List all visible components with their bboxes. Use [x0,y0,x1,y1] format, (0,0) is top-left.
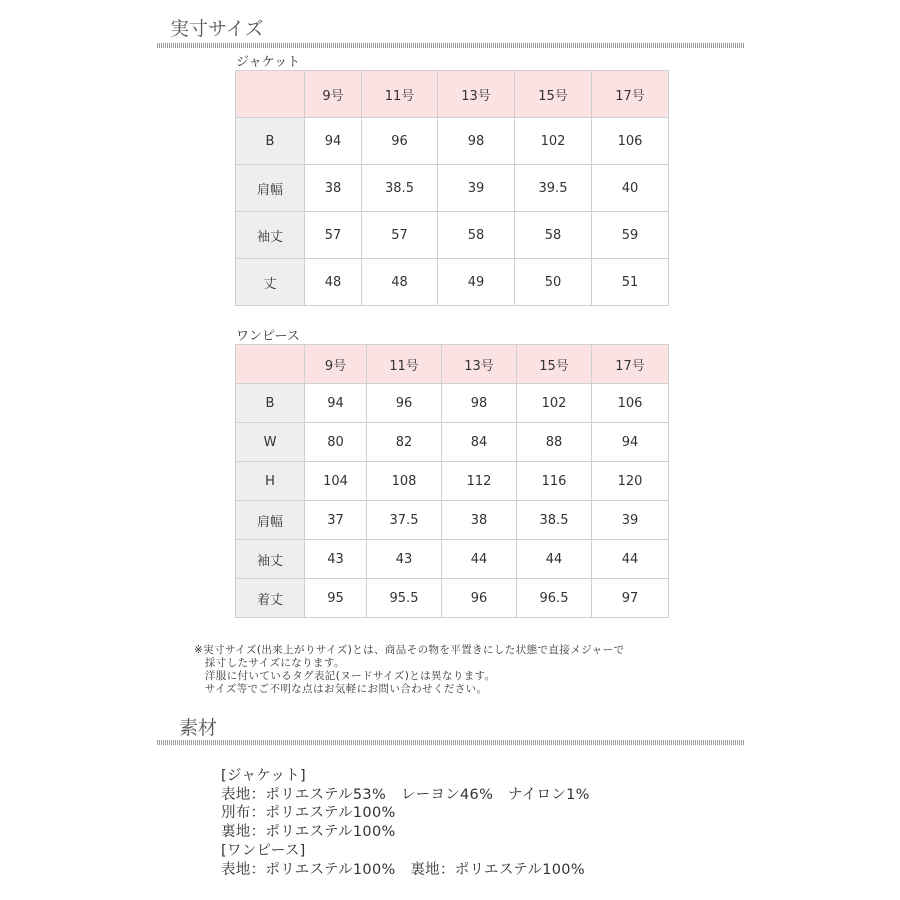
size-column-header: 15号 [517,345,592,384]
measurement-value: 38.5 [517,501,592,540]
table-row [236,212,669,259]
size-column-header: 13号 [442,345,517,384]
measurement-value: 94 [592,423,669,462]
measurement-value: 95.5 [367,579,442,618]
table-row [236,165,669,212]
size-note [194,644,625,696]
measurement-value: 104 [305,462,367,501]
measurement-value: 96 [362,118,438,165]
note-line: サイズ等でご不明な点はお気軽にお問い合わせください。 [194,683,488,695]
measurement-value: 57 [362,212,438,259]
measurement-value: 44 [592,540,669,579]
material-line: 表地：ポリエステル100% 裏地：ポリエステル100% [221,861,585,878]
table-row [236,259,669,306]
measurement-value: 37 [305,501,367,540]
size-column-header: 13号 [438,71,515,118]
table-row [236,384,669,423]
measurement-label: 肩幅 [236,501,305,540]
header-row [236,71,669,118]
measurement-label: W [236,423,305,462]
table-row [236,423,669,462]
material-section-title: 素材 [179,717,218,739]
measurement-value: 40 [592,165,669,212]
measurement-value: 94 [305,384,367,423]
measurement-value: 82 [367,423,442,462]
measurement-label: H [236,462,305,501]
table-row [236,501,669,540]
measurement-value: 95 [305,579,367,618]
measurement-value: 59 [592,212,669,259]
onepiece-caption: ワンピース [236,329,300,344]
measurement-value: 37.5 [367,501,442,540]
size-column-header: 17号 [592,71,669,118]
measurement-label: 袖丈 [236,212,305,259]
onepiece-size-table [235,344,669,618]
measurement-value: 102 [515,118,592,165]
measurement-value: 58 [515,212,592,259]
measurement-value: 112 [442,462,517,501]
size-column-header: 11号 [362,71,438,118]
table-row [236,579,669,618]
measurement-value: 98 [442,384,517,423]
measurement-value: 88 [517,423,592,462]
size-column-header: 11号 [367,345,442,384]
measurement-value: 43 [305,540,367,579]
measurement-value: 39 [592,501,669,540]
measurement-value: 49 [438,259,515,306]
material-line: 表地：ポリエステル53% レーヨン46% ナイロン1% [221,786,590,803]
jacket-size-table [235,70,669,306]
measurement-label: 袖丈 [236,540,305,579]
table-row [236,462,669,501]
measurement-value: 84 [442,423,517,462]
size-section-divider [157,43,745,48]
measurement-value: 44 [442,540,517,579]
measurement-value: 96 [442,579,517,618]
measurement-value: 39.5 [515,165,592,212]
measurement-value: 38.5 [362,165,438,212]
material-line: 別布：ポリエステル100% [221,805,396,822]
measurement-value: 51 [592,259,669,306]
note-line: 洋服に付いているタグ表記(ヌードサイズ)とは異なります。 [194,670,496,682]
material-line: 裏地：ポリエステル100% [221,824,396,841]
size-column-header: 15号 [515,71,592,118]
size-column-header: 9号 [305,345,367,384]
measurement-value: 39 [438,165,515,212]
measurement-value: 98 [438,118,515,165]
measurement-value: 50 [515,259,592,306]
size-column-header: 9号 [305,71,362,118]
jacket-caption: ジャケット [236,55,301,70]
measurement-value: 106 [592,118,669,165]
measurement-label: 着丈 [236,579,305,618]
note-line: ※実寸サイズ(出来上がりサイズ)とは、商品その物を平置きにした状態で直接メジャーで [194,644,625,656]
material-list [221,767,590,879]
note-line: 採寸したサイズになります。 [194,657,345,669]
measurement-value: 96 [367,384,442,423]
measurement-value: 57 [305,212,362,259]
material-section-divider [157,740,745,745]
measurement-value: 94 [305,118,362,165]
measurement-value: 43 [367,540,442,579]
measurement-value: 106 [592,384,669,423]
measurement-label: 丈 [236,259,305,306]
table-row [236,118,669,165]
corner-cell [236,71,305,118]
measurement-value: 96.5 [517,579,592,618]
measurement-value: 116 [517,462,592,501]
measurement-value: 102 [517,384,592,423]
measurement-value: 97 [592,579,669,618]
material-line: [ワンピース] [221,842,306,859]
header-row [236,345,669,384]
measurement-value: 80 [305,423,367,462]
material-line: [ジャケット] [221,768,306,784]
table-row [236,540,669,579]
measurement-label: 肩幅 [236,165,305,212]
corner-cell [236,345,305,384]
measurement-value: 58 [438,212,515,259]
measurement-value: 48 [305,259,362,306]
measurement-value: 38 [442,501,517,540]
measurement-value: 120 [592,462,669,501]
size-column-header: 17号 [592,345,669,384]
measurement-value: 48 [362,259,438,306]
measurement-label: B [236,384,305,423]
measurement-label: B [236,118,305,165]
measurement-value: 44 [517,540,592,579]
measurement-value: 38 [305,165,362,212]
measurement-value: 108 [367,462,442,501]
size-section-title: 実寸サイズ [170,18,264,40]
